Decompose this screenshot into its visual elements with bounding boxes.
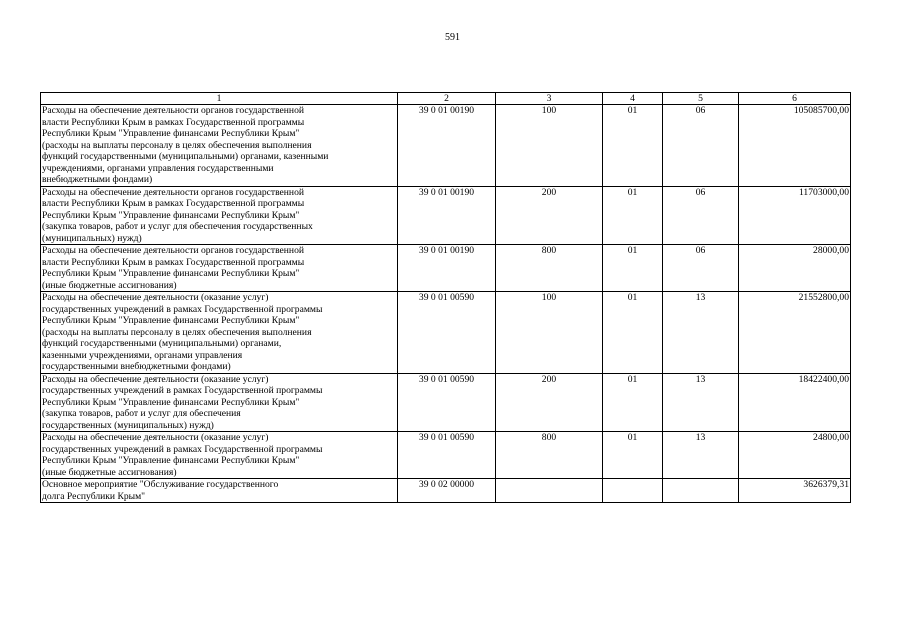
row-section: 01 (603, 373, 663, 432)
description-line: (закупка товаров, работ и услуг для обеспечения государственных (42, 221, 313, 232)
description-line: государственных учреждений в рамках Государственной программы (42, 303, 323, 315)
row-description (41, 373, 398, 432)
row-subsection: 13 (663, 432, 739, 479)
description-line: Республики Крым "Управление финансами Республики Крым" (42, 268, 300, 279)
row-description (41, 105, 398, 187)
row-section: 01 (603, 186, 663, 245)
table-row (41, 245, 851, 292)
table-body (41, 105, 851, 503)
description-line: Расходы на обеспечение деятельности органов государственной (42, 245, 305, 256)
row-description (41, 245, 398, 292)
row-target-code: 39 0 01 00590 (398, 373, 496, 432)
row-expense-type (496, 479, 603, 503)
description-line: Республики Крым "Управление финансами Республики Крым" (42, 315, 300, 326)
column-header: 1 (41, 93, 398, 105)
row-subsection (663, 479, 739, 503)
description-line: государственными внебюджетными фондами) (42, 361, 231, 372)
description-line: власти Республики Крым в рамках Государственной программы (42, 256, 305, 268)
description-line: власти Республики Крым в рамках Государственной программы (42, 116, 305, 128)
row-target-code: 39 0 02 00000 (398, 479, 496, 503)
row-section: 01 (603, 292, 663, 374)
description-line: (иные бюджетные ассигнования) (42, 466, 177, 478)
description-line: государственных учреждений в рамках Государственной программы (42, 443, 323, 455)
table-row (41, 432, 851, 479)
row-subsection: 06 (663, 105, 739, 187)
row-target-code: 39 0 01 00590 (398, 292, 496, 374)
row-amount: 3626379,31 (739, 479, 851, 503)
row-expense-type: 100 (496, 105, 603, 187)
table-header-row (41, 93, 851, 105)
column-header: 5 (663, 93, 739, 105)
row-expense-type: 200 (496, 373, 603, 432)
row-target-code: 39 0 01 00590 (398, 432, 496, 479)
description-line: Расходы на обеспечение деятельности органов государственной (42, 105, 305, 116)
row-description (41, 186, 398, 245)
row-target-code: 39 0 01 00190 (398, 245, 496, 292)
column-header: 2 (398, 93, 496, 105)
column-header: 6 (739, 93, 851, 105)
row-description (41, 292, 398, 374)
description-line: Расходы на обеспечение деятельности (оказание услуг) (42, 292, 269, 303)
description-line: Республики Крым "Управление финансами Республики Крым" (42, 455, 300, 466)
row-subsection: 13 (663, 373, 739, 432)
description-line: Расходы на обеспечение деятельности органов государственной (42, 186, 305, 198)
description-line: Расходы на обеспечение деятельности (оказание услуг) (42, 432, 269, 443)
description-line: Республики Крым "Управление финансами Республики Крым" (42, 209, 300, 221)
row-expense-type: 100 (496, 292, 603, 374)
row-expense-type: 800 (496, 245, 603, 292)
row-description (41, 479, 398, 503)
row-section: 01 (603, 432, 663, 479)
description-line: Основное мероприятие "Обслуживание государственного (42, 479, 279, 490)
row-subsection: 13 (663, 292, 739, 374)
description-line: (расходы на выплаты персоналу в целях обеспечения выполнения (42, 326, 312, 338)
description-line: Расходы на обеспечение деятельности (оказание услуг) (42, 373, 269, 385)
row-amount: 21552800,00 (739, 292, 851, 374)
description-line: Республики Крым "Управление финансами Республики Крым" (42, 396, 300, 408)
row-amount: 28000,00 (739, 245, 851, 292)
description-line: функций государственными (муниципальными) органами, (42, 338, 282, 349)
row-target-code: 39 0 01 00190 (398, 186, 496, 245)
row-description (41, 432, 398, 479)
description-line: функций государственными (муниципальными) органами, казенными (42, 151, 329, 162)
row-subsection: 06 (663, 186, 739, 245)
row-expense-type: 200 (496, 186, 603, 245)
page-number: 591 (445, 32, 460, 43)
row-expense-type: 800 (496, 432, 603, 479)
table-row (41, 373, 851, 432)
table-row (41, 479, 851, 503)
column-header: 4 (603, 93, 663, 105)
row-section (603, 479, 663, 503)
row-amount: 18422400,00 (739, 373, 851, 432)
description-line: долга Республики Крым" (42, 490, 146, 502)
column-header: 3 (496, 93, 603, 105)
table-row (41, 292, 851, 374)
description-line: государственных учреждений в рамках Государственной программы (42, 385, 323, 396)
description-line: государственных (муниципальных) нужд) (42, 419, 214, 431)
description-line: (иные бюджетные ассигнования) (42, 279, 177, 291)
table-row (41, 105, 851, 187)
description-line: учреждениями, органами управления государственными (42, 162, 274, 174)
description-line: казенными учреждениями, органами управления (42, 349, 243, 361)
row-target-code: 39 0 01 00190 (398, 105, 496, 187)
description-line: власти Республики Крым в рамках Государственной программы (42, 198, 305, 209)
description-line: Республики Крым "Управление финансами Республики Крым" (42, 128, 300, 139)
row-amount: 11703000,00 (739, 186, 851, 245)
row-amount: 24800,00 (739, 432, 851, 479)
row-subsection: 06 (663, 245, 739, 292)
row-amount: 105085700,00 (739, 105, 851, 187)
description-line: (муниципальных) нужд) (42, 232, 142, 244)
table-row (41, 186, 851, 245)
row-section: 01 (603, 105, 663, 187)
row-section: 01 (603, 245, 663, 292)
description-line: (закупка товаров, работ и услуг для обеспечения (42, 408, 241, 419)
description-line: внебюджетными фондами) (42, 174, 153, 185)
description-line: (расходы на выплаты персоналу в целях обеспечения выполнения (42, 139, 312, 151)
budget-table (40, 92, 851, 503)
